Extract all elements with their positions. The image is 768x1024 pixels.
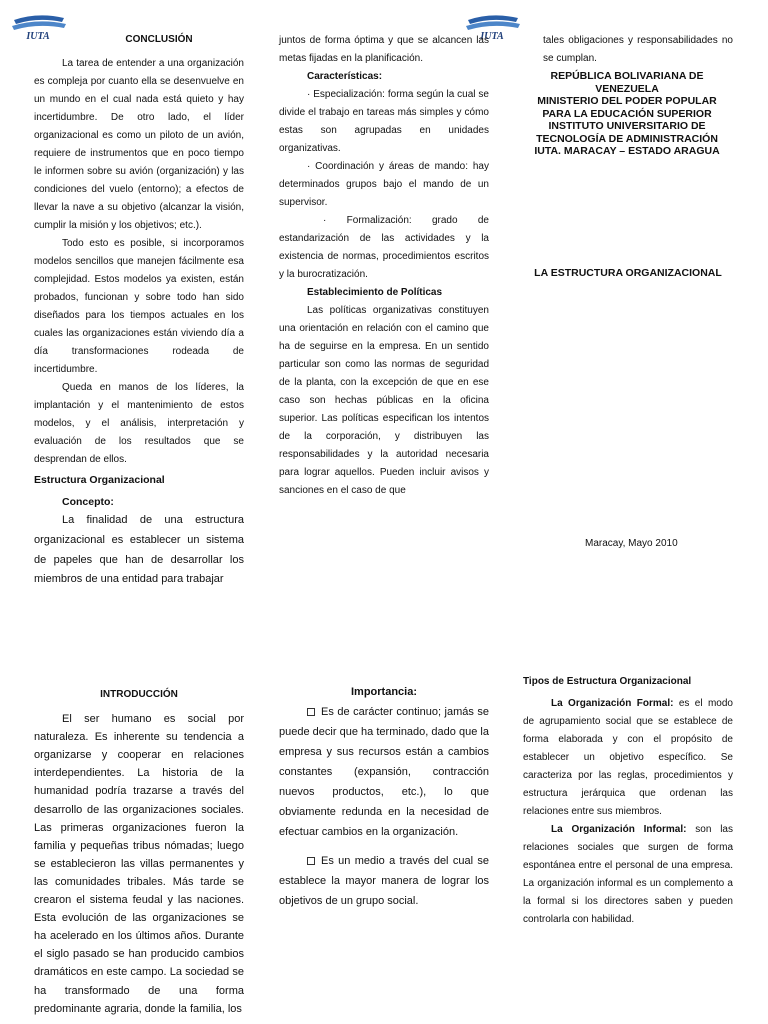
politicas-paragraph: Las políticas organizativas constituyen una orientación en relación con el camino que ha de seguirse en la empresa. En un sentido particular son como las normas de seguridad de la planta, con la excepción de que en ese caso son hechas públicas en la oficina superior. Las políticas especifican los intentos de la corporación, y distribuyen las responsabilidades y la autoridad necesaria para lograr aquellos. Pueden incluir avisos y sanciones en el caso de que bbox=[279, 305, 489, 496]
importancia-column bbox=[279, 682, 489, 911]
place-date: Maracay, Mayo 2010 bbox=[585, 538, 678, 549]
importancia-bullet-2-text: Es un medio a través del cual se establece la mayor manera de lograr los objetivos de un grupo social. bbox=[279, 855, 489, 907]
cover-title: LA ESTRUCTURA ORGANIZACIONAL bbox=[534, 267, 722, 279]
conclusion-paragraph-1: La tarea de entender a una organización es compleja por cuanto ella se desenvuelve en un mundo en el cual nada está quieto y hay incertidumbre. De otro lado, el líder organizacional es como un piloto de un avión, requiere de instrumentos que en poco tiempo le informen sobre su avión (organización) y las condiciones del vuelo (entorno); a efectos de llevar la nave a su objetivo (alcanzar la visión, cumplir la misión y los objetivos; etc.). bbox=[34, 58, 244, 231]
concepto-paragraph: La finalidad de una estructura organizacional es establecer un sistema de papeles que han de desarrollar los miembros de una entidad para trabajar bbox=[34, 514, 244, 586]
formal-term: La Organización Formal: bbox=[551, 698, 674, 709]
importancia-bullet-1-text: Es de carácter continuo; jamás se puede decir que ha terminado, dado que la empresa y sus recursos están a cambios constantes (expansión, contracción nuevos productos, etc.), lo que obviamente redunda en la necesidad de efectuar cambios en la organización. bbox=[279, 706, 489, 838]
informal-definition: son las relaciones sociales que surgen de forma espontánea entre el personal de una empresa. La organización informal es un complemento a la formal si los directores saben y pueden controlarla con habilidad. bbox=[523, 824, 733, 925]
tipos-heading: Tipos de Estructura Organizacional bbox=[523, 676, 692, 687]
institution-line-3: INSTITUTO UNIVERSITARIO DE TECNOLOGÍA DE ADMINISTRACIÓN bbox=[536, 120, 718, 145]
section-heading-estructura: Estructura Organizacional bbox=[34, 474, 165, 486]
informal-term: La Organización Informal: bbox=[551, 824, 687, 835]
politicas-heading: Establecimiento de Políticas bbox=[307, 287, 443, 298]
caracteristica-especializacion: · Especialización: forma según la cual se divide el trabajo en tareas más simples y cómo estas son agrupadas en unidades organizativas. bbox=[279, 89, 489, 154]
bullet-box-icon bbox=[307, 708, 315, 716]
caracteristica-formalizacion: · Formalización: grado de estandarización de las actividades y la existencia de normas, procedimientos escritos y la burocratización. bbox=[279, 215, 489, 280]
bullet-box-icon bbox=[307, 857, 315, 865]
introduccion-column bbox=[34, 686, 244, 1018]
conclusion-paragraph-2: Todo esto es posible, si incorporamos modelos sencillos que manejen fácilmente esa complejidad. Estos modelos ya existen, están probados, funcionan y sobre todo han sido diseñados para los tiempos actuales en los cuales las organizaciones están viviendo día a día transformaciones rodeada de incertidumbre. bbox=[34, 238, 244, 375]
continued-paragraph: juntos de forma óptima y que se alcancen las metas fijadas en la planificación. bbox=[279, 35, 489, 64]
formal-definition: es el modo de agrupamiento social que se establece de forma elaborada y con el propósito de establecer un objetivo específico. Se caracteriza por las reglas, procedimientos y estructura jerárquica que ordenan las relaciones entre sus miembros. bbox=[523, 698, 733, 817]
introduccion-paragraph: El ser humano es social por naturaleza. Es inherente su tendencia a organizarse y cooperar en relaciones interdependientes. La historia de la humanidad podría trazarse a través del desarrollo de las organizaciones sociales. Las primeras organizaciones fueron la familia y pequeñas tribus nómadas; luego se establecieron las villas permanentes y las comunidades tribales. Más tarde se crearon el sistema feudal y las naciones. Esta evolución de las organizaciones se ha acelerado en los últimos años. Durante el siglo pasado se han producido cambios dramáticos en este campo. La sociedad se ha transformado de una forma predominante agraria, donde la familia, los bbox=[34, 713, 244, 1015]
continued-text bbox=[543, 32, 733, 68]
caracteristicas-heading: Características: bbox=[307, 71, 383, 82]
introduccion-heading: INTRODUCCIÓN bbox=[100, 689, 178, 700]
logo-text: IUTA bbox=[480, 31, 504, 42]
institution-line-4: IUTA. MARACAY – ESTADO ARAGUA bbox=[534, 145, 720, 157]
institution-line-2: MINISTERIO DEL PODER POPULAR PARA LA EDUCACIÓN SUPERIOR bbox=[537, 95, 717, 120]
institution-block bbox=[527, 70, 727, 158]
conclusion-paragraph-3: Queda en manos de los líderes, la implantación y el mantenimiento de estos modelos, y el análisis, interpretación y evaluación de los resultados que se desprendan de ellos. bbox=[34, 382, 244, 465]
institution-line-1: REPÚBLICA BOLIVARIANA DE VENEZUELA bbox=[550, 70, 704, 95]
conclusion-heading: CONCLUSIÓN bbox=[125, 34, 193, 45]
caracteristica-coordinacion: · Coordinación y áreas de mando: hay determinados grupos bajo el mando de un supervisor. bbox=[279, 161, 489, 208]
concepto-heading: Concepto: bbox=[62, 496, 114, 508]
continued-paragraph-col3: tales obligaciones y responsabilidades no se cumplan. bbox=[543, 35, 733, 64]
caracteristicas-column bbox=[279, 32, 489, 500]
logo-text: IUTA bbox=[26, 31, 50, 42]
importancia-bullet-1 bbox=[279, 702, 489, 842]
importancia-heading: Importancia: bbox=[350, 686, 417, 698]
importancia-bullet-2 bbox=[279, 851, 489, 911]
conclusion-column bbox=[34, 31, 244, 590]
tipos-column bbox=[523, 673, 733, 929]
